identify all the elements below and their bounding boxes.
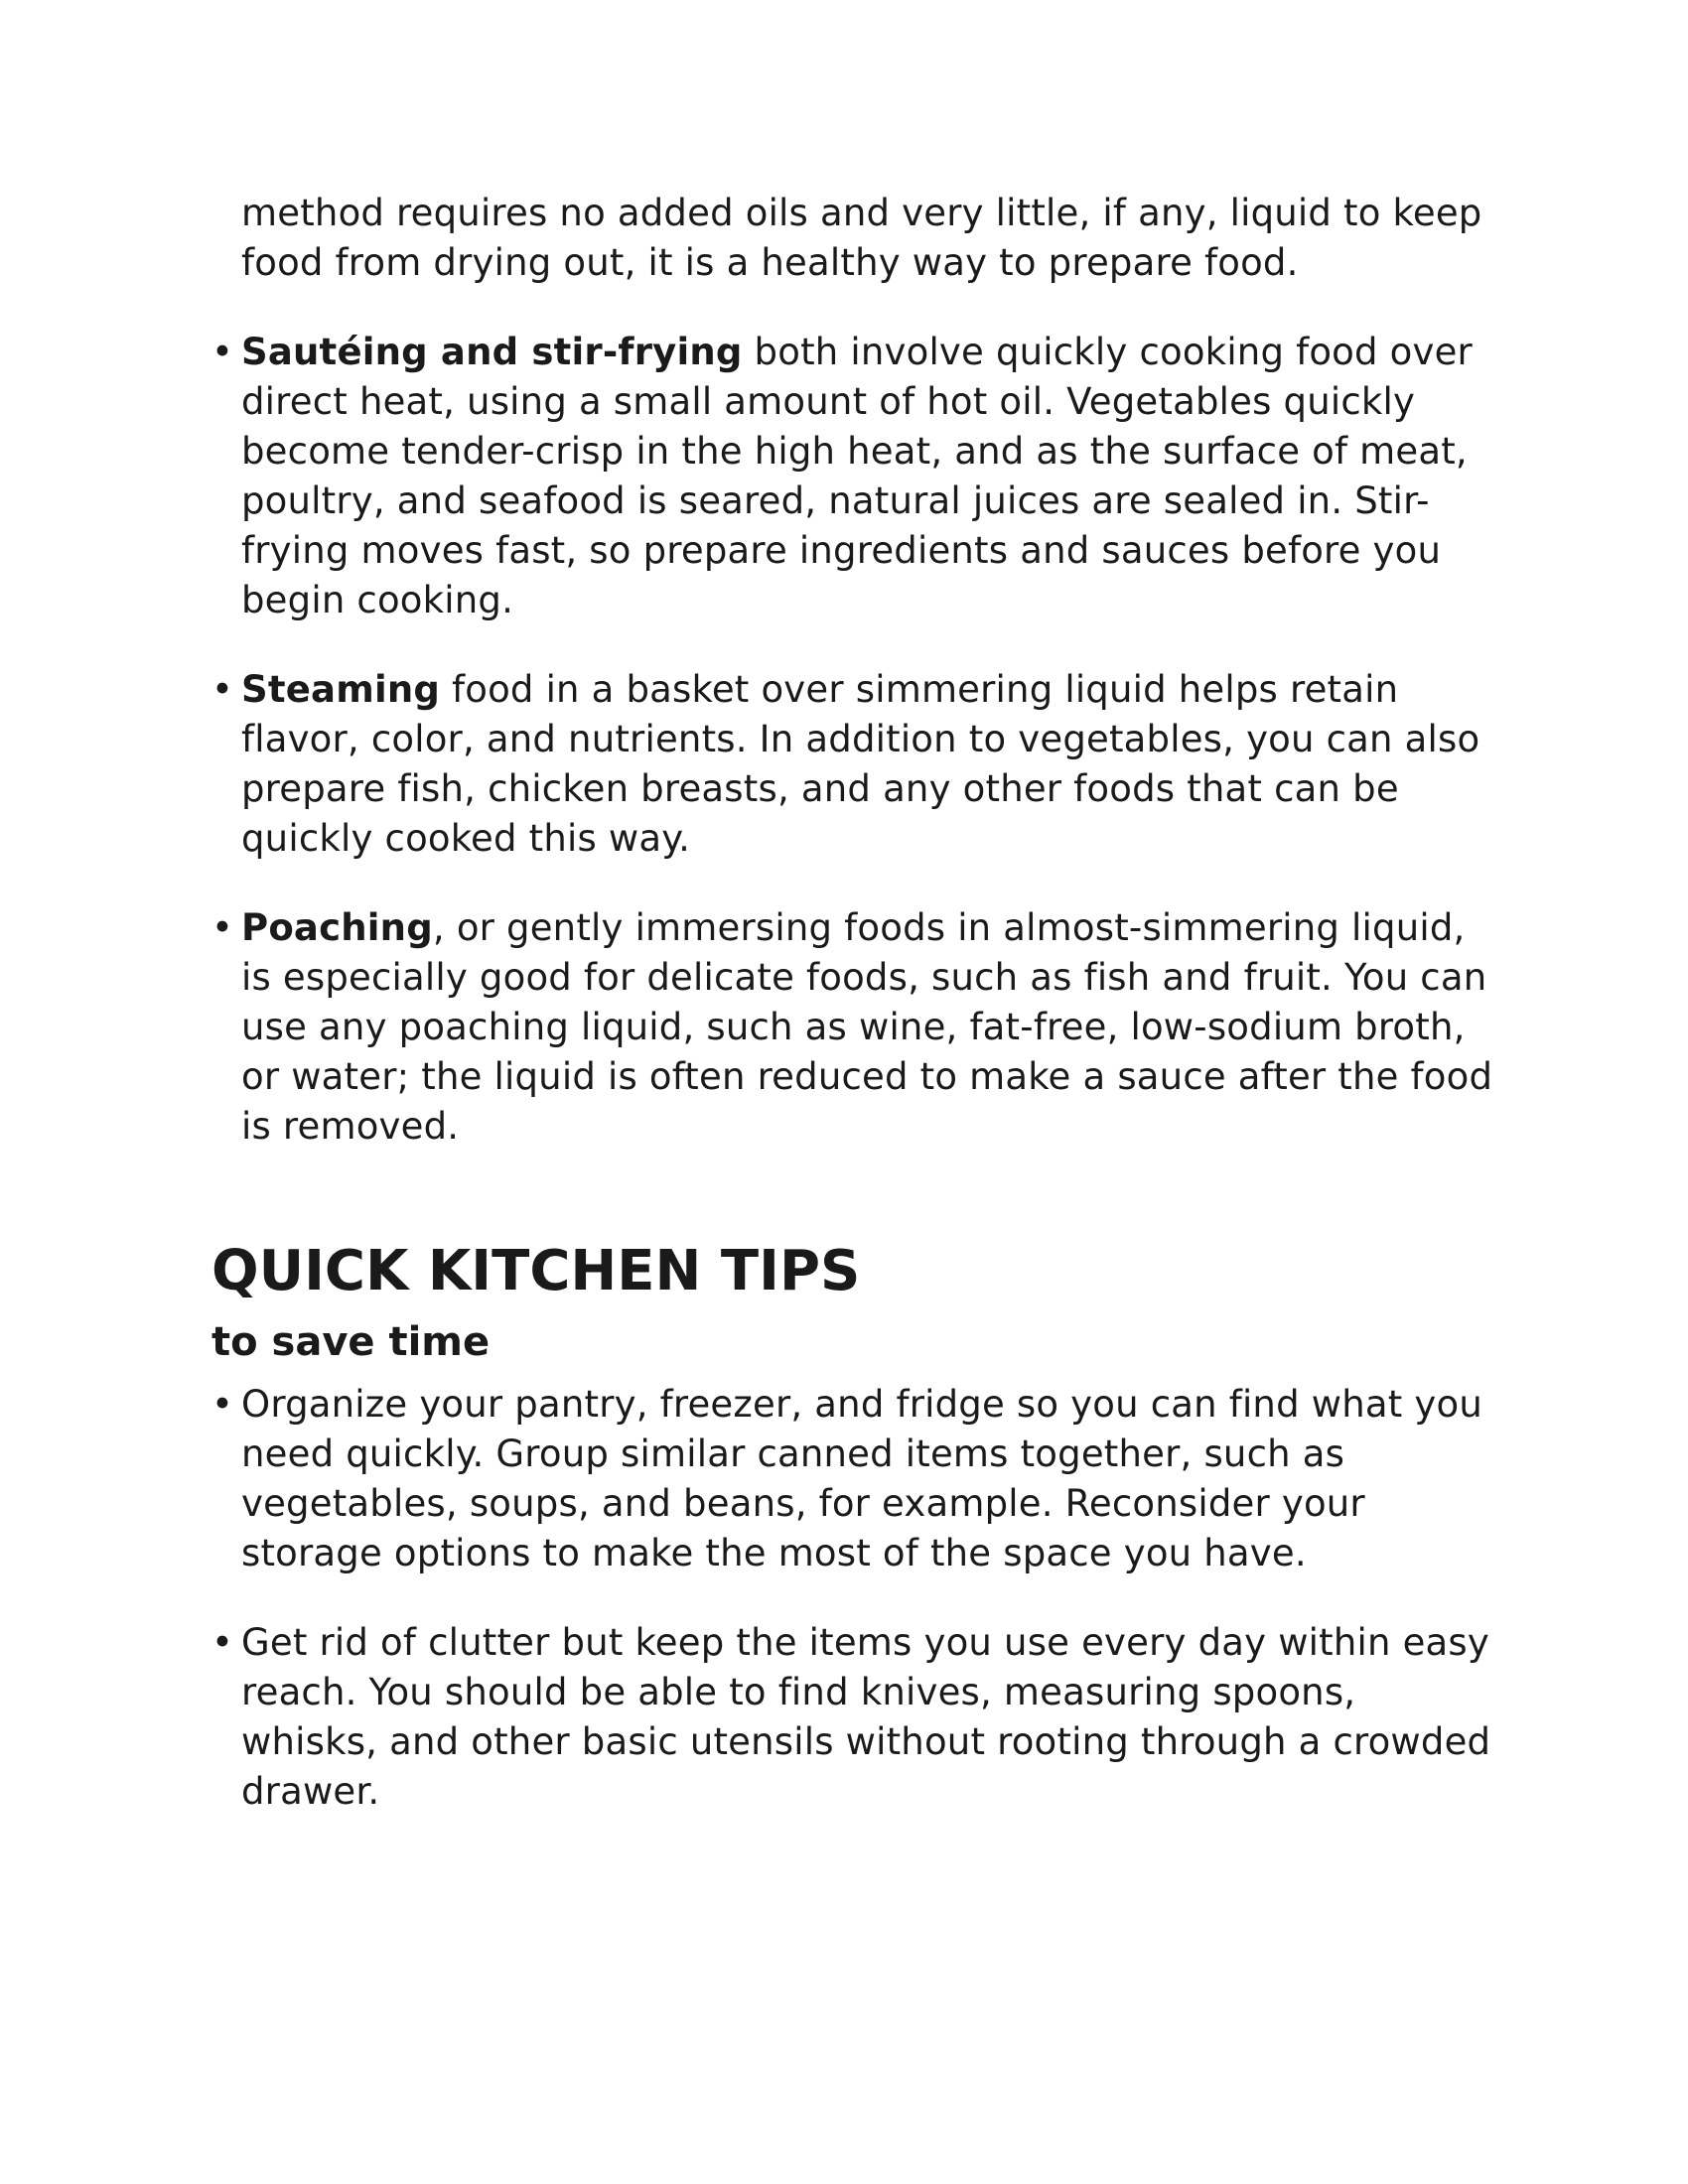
tip-text: Get rid of clutter but keep the items you use every day within easy reach. You should be able to find knives, measuring spoons, whisks, and other basic utensils without rooting through a crowded drawer. <box>241 1621 1491 1813</box>
section-heading: QUICK KITCHEN TIPS <box>211 1239 861 1303</box>
continued-paragraph: method requires no added oils and very little, if any, liquid to keep food from drying out, it is a healthy way to prepare food. <box>241 192 1482 284</box>
tip-item-organize <box>211 1380 1502 1578</box>
tip-item-clutter <box>211 1618 1502 1817</box>
description-steaming: food in a basket over simmering liquid helps retain flavor, color, and nutrients. In addition to vegetables, you can also prepare fish, chicken breasts, and any other foods that can be quickly cooked this way. <box>241 668 1480 860</box>
bullet: • <box>211 331 234 373</box>
bullet: • <box>211 668 234 711</box>
bullet: • <box>211 1621 234 1664</box>
term-steaming: Steaming <box>241 668 441 711</box>
tip-text: Organize your pantry, freezer, and fridge so you can find what you need quickly. Group similar canned items together, such as vegetables, soups, and beans, for example. Reconsider your storage options to make the most of the space you have. <box>241 1383 1482 1574</box>
list-item-steaming <box>211 665 1502 864</box>
term-sauteing: Sautéing and stir-frying <box>241 331 743 373</box>
term-poaching: Poaching <box>241 906 433 949</box>
description-poaching: , or gently immersing foods in almost-simmering liquid, is especially good for delicate foods, such as fish and fruit. You can use any poaching liquid, such as wine, fat-free, low-sodium broth, or water; the liquid is often reduced to make a sauce after the food is removed. <box>241 906 1493 1148</box>
bullet: • <box>211 906 234 949</box>
section-subheading: to save time <box>211 1319 491 1365</box>
bullet: • <box>211 1383 234 1426</box>
description-sauteing: both involve quickly cooking food over direct heat, using a small amount of hot oil. Vegetables quickly become tender-crisp in the high heat, and as the surface of meat, poultry, and seafood is seared, natural juices are sealed in. Stir-frying moves fast, so prepare ingredients and sauces before you begin cooking. <box>241 331 1473 621</box>
list-item-poaching <box>211 903 1502 1152</box>
document-page <box>211 189 1502 1817</box>
list-item-sauteing <box>211 328 1502 625</box>
